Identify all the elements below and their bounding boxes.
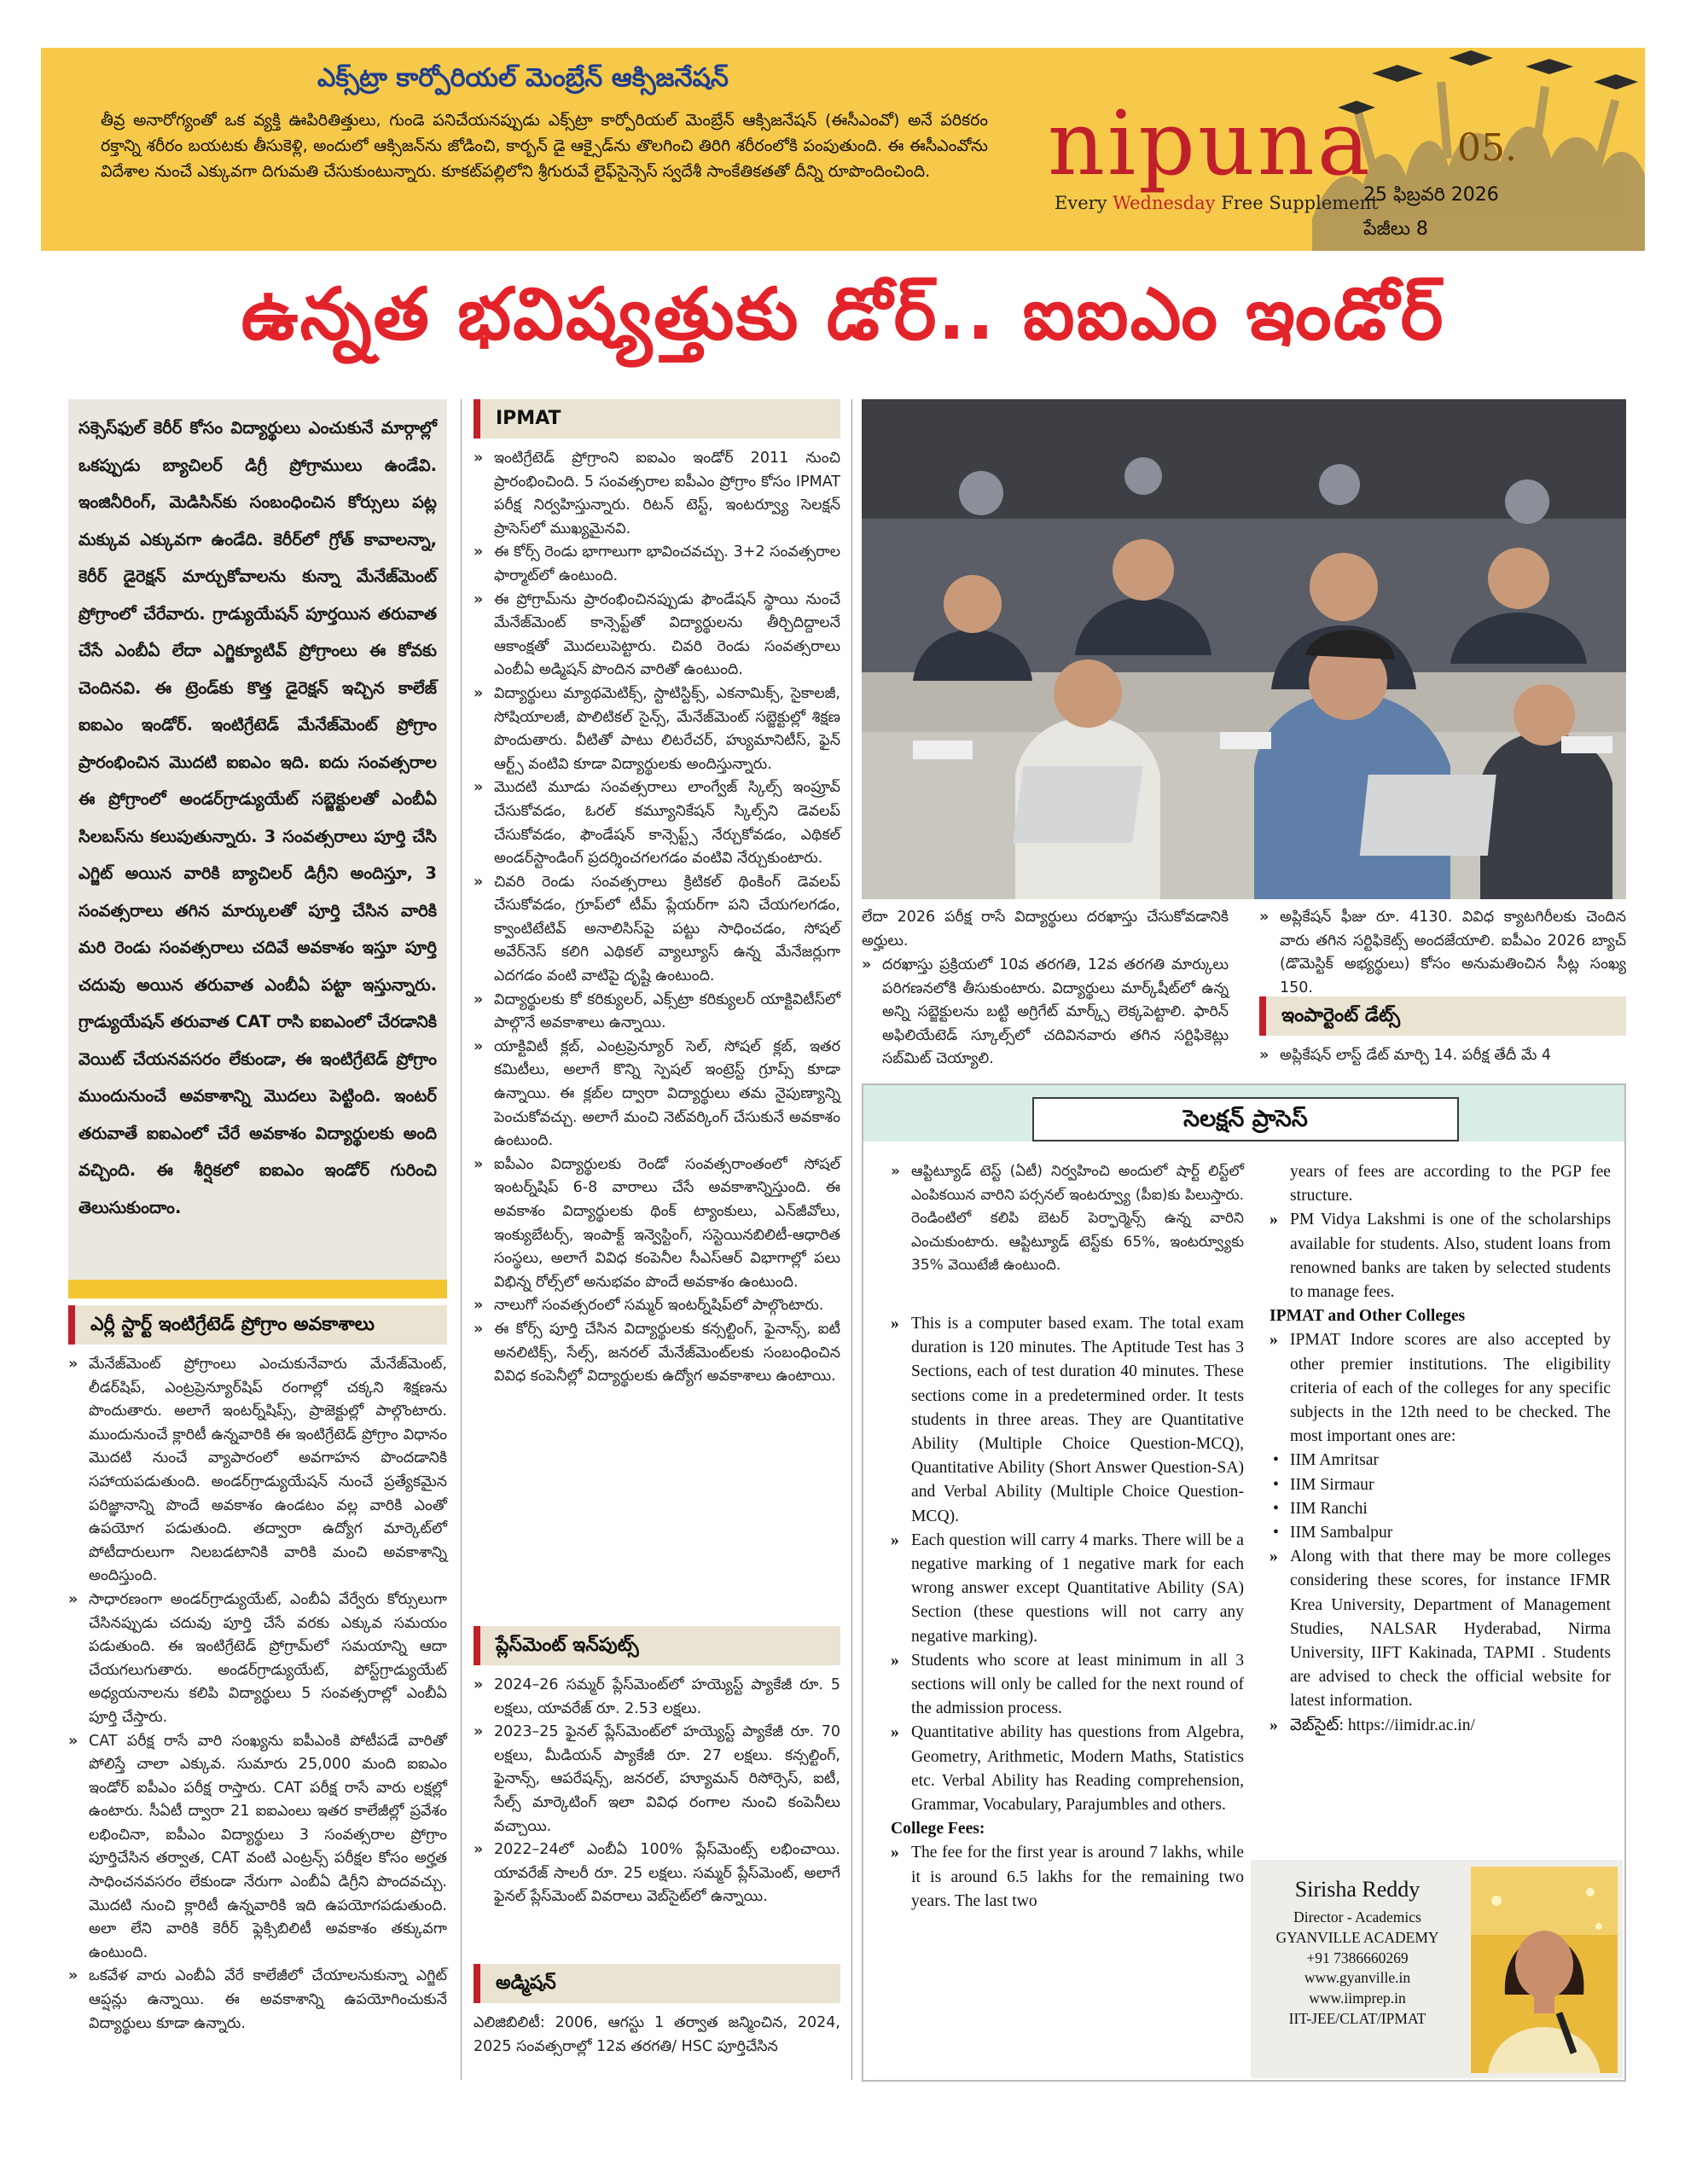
- issue-number: 05.: [1457, 126, 1517, 170]
- selection-right-column: [1270, 1160, 1611, 1738]
- main-headline: ఉన్నత భవిష్యత్తుకు డోర్.. ఐఐఎం ఇండోర్: [241, 272, 1445, 356]
- brand-block: [1014, 48, 1645, 251]
- list-item: » ఈ ప్రోగ్రామ్‌ను ప్రారంభించినప్పుడు ఫౌండేషన్ స్థాయి నుంచే మేనేజ్‌మెంట్ కాన్సెప్ట్‌తో విద్యార్థులను తీర్చిదిద్దాలనే ఆకాంక్షతో మొదలుపెట్టారు. చివరి రెండు సంవత్సరాలు ఎంబీఏ అడ్మిషన్ పొందిన వారితో ఉంటుంది.: [474, 589, 840, 682]
- placements-heading: ప్లేస్‌మెంట్ ఇన్‌పుట్స్: [474, 1626, 840, 1665]
- college-item: • IIM Sirmaur: [1270, 1473, 1611, 1497]
- list-item: » దరఖాస్తు ప్రక్రియలో 10వ తరగతి, 12వ తరగతి మార్కులు పరిగణనలోకి తీసుకుంటారు. విద్యార్థులు మార్క్‌షీట్‌లో ఉన్న అన్ని సబ్జెక్టులను బట్టి అగ్రిగేట్ మార్క్స్ లెక్కపెట్టాలి. ఫారిన్ అఫిలియేటెడ్ స్కూల్స్‌లో చదివినవారు తగిన సర్టిఫికెట్లు సబ్‌మిట్ చెయ్యాలి.: [862, 954, 1229, 1072]
- list-item: » CAT పరీక్ష రాసే వారి సంఖ్యను ఐపీఎంకి పోటీపడే వారితో పోలిస్తే చాలా ఎక్కువ. సుమారు 25,000 మంది ఐఐఎం ఇండోర్ ఐపీఎం పరీక్ష రాస్తారు. CAT పరీక్ష రాసే వారు లక్షల్లో ఉంటారు. సీఏటీ ద్వారా 21 ఐఐఎంలు ఇతర కాలేజీల్లో ప్రవేశం లభించినా, ఐపీఎం విద్యార్థులు 3 సంవత్సరాల ప్రోగ్రాం పూర్తిచేసిన తర్వాత, CAT వంటి ఎంట్రన్స్ పరీక్షల కోసం అర్హత సాధించనవసరం లేకుండా నేరుగా ఎంబీఏ డిగ్రీని పొందవచ్చు. మొదటి నుంచి క్లారిటీ ఉన్నవారికి ఇది ఉపయోగపడుతుంది. అలా లేని వారికి కెరీర్ ఫ్లెక్సిబిలిటీ అవకాశం తక్కువగా ఉంటుంది.: [68, 1730, 447, 1966]
- list-item: » ఆప్టిట్యూడ్ టెస్ట్ (ఏటీ) నిర్వహించి అందులో షార్ట్ లిస్ట్‌లో ఎంపికయిన వారిని పర్సనల్ ఇంటర్వ్యూ (పీఐ)కు పిలుస్తారు. రెండింటిలో కలిపి బెటర్ పెర్ఫార్మెన్స్ ఉన్న వారిని ఎంచుకుంటారు. ఆప్టిట్యూడ్ టెస్ట్‌కు 65%, ఇంటర్వ్యూకు 35% వెయిటేజీ ఉంటుంది.: [891, 1160, 1244, 1278]
- college-item: • IIM Sambalpur: [1270, 1521, 1611, 1545]
- classroom-photo: [862, 399, 1626, 899]
- list-item: » నాలుగో సంవత్సరంలో సమ్మర్ ఇంటర్న్‌షిప్‌లో పాల్గొంటారు.: [474, 1294, 840, 1318]
- author-phone: +91 7386660269: [1306, 1949, 1409, 1966]
- author-exams: IIT-JEE/CLAT/IPMAT: [1288, 2009, 1426, 2027]
- column-rule: [461, 399, 462, 2080]
- intro-divider: [68, 1280, 447, 1298]
- list-item: » Quantitative ability has questions from Algebra, Geometry, Arithmetic, Modern Maths, Statistics etc. Verbal Ability has Reading comprehension, Grammar, Vocabulary, Parajumbles and others.: [891, 1721, 1244, 1817]
- list-item: » ఒకవేళ వారు ఎంబీఏ వేరే కాలేజీలో చేయాలనుకున్నా ఎగ్జిట్ ఆప్షన్లు ఉన్నాయి. ఈ అవకాశాన్ని ఉపయోగించుకునే విద్యార్థులు కూడా ఉన్నారు.: [68, 1965, 447, 2036]
- tagline-day: Wednesday: [1113, 193, 1216, 213]
- college-item: • IIM Ranchi: [1270, 1497, 1611, 1521]
- website-line: » వెబ్‌సైట్: https://iimidr.ac.in/: [1270, 1714, 1611, 1738]
- admission-text: ఎలిజిబిలిటీ: 2006, ఆగస్టు 1 తర్వాత జన్మించిన, 2024, 2025 సంవత్సరాల్లో 12వ తరగతి/ HSC పూర్తిచేసిన: [474, 2014, 840, 2055]
- ipmat-heading: IPMAT: [474, 399, 840, 439]
- news-brief-body: తీవ్ర అనారోగ్యంతో ఒక వ్యక్తి ఊపిరితిత్తులు, గుండె పనిచేయనప్పుడు ఎక్స్‌ట్రా కార్పోరియల్ మెంబ్రేన్ ఆక్సిజనేషన్ (ఈసీఎంవో) అనే పరికరం రక్తాన్ని శరీరం బయటకు తీసుకెళ్లి, అందులో ఆక్సిజన్‌ను జోడించి, కార్బన్ డై ఆక్సైడ్‌ను తొలగించి తిరిగి శరీరంలోకి పంపుతుంది. ఈ ఈసీఎంవోను విదేశాల నుంచే ఎక్కువగా దిగుమతి చేసుకుంటున్నారు. కూకట్‌పల్లిలోని శ్రీగురువే లైఫ్‌సైన్సెస్ స్వదేశీ సాంకేతికతతో దీన్ని రూపొందించింది.: [101, 111, 988, 181]
- early-start-heading: ఎర్లీ స్టార్ట్ ఇంటిగ్రేటెడ్ ప్రోగ్రాం అవకాశాలు: [68, 1305, 447, 1345]
- list-item: » అప్లికేషన్ ఫీజు రూ. 4130. వివిధ క్యాటగిరీలకు చెందిన వారు తగిన సర్టిఫికెట్స్ అందజేయాలి. ఐపీఎం 2026 బ్యాచ్ (డొమెస్టిక్ అభ్యర్థులు) కోసం అనుమతించిన సీట్ల సంఖ్య 150.: [1259, 906, 1626, 1000]
- important-dates-list: [1259, 1044, 1626, 1068]
- list-item: » ఈ కోర్స్ రెండు భాగాలుగా భావించవచ్చు. 3+2 సంవత్సరాల ఫార్మాట్‌లో ఉంటుంది.: [474, 541, 840, 588]
- author-card: [1251, 1860, 1623, 2078]
- tagline-post: Free Supplement: [1215, 193, 1379, 213]
- masthead: [41, 48, 1645, 251]
- author-name: Sirisha Reddy: [1294, 1877, 1421, 1902]
- column-rule: [851, 399, 852, 2080]
- important-dates-heading: ఇంపార్టెంట్ డేట్స్: [1259, 996, 1626, 1036]
- list-item: » This is a computer based exam. The total exam duration is 120 minutes. The Aptitude Test has 3 Sections, each of test duration 40 minutes. These sections come in a predetermined order. It tests students in three areas. They are Quantitative Ability (Multiple Choice Question-MCQ), Quantitative Ability (Short Answer Question-SA) and Verbal Ability (Multiple Choice Question-MCQ).: [891, 1312, 1244, 1529]
- fees-continued: years of fees are according to the PGP fee structure.: [1290, 1163, 1611, 1205]
- list-item: » చివరి రెండు సంవత్సరాలు క్రిటికల్ థింకింగ్ డెవలప్ చేసుకోవడం, గ్రూప్‌లో టీమ్ ప్లేయర్‌గా పని చేయగలగడం, క్వాంటిటేటివ్ అనాలిసిస్‌పై పట్టు సాధించడం, సోషల్ అవేర్‌నెస్ కలిగి ఎథికల్ వ్యాల్యూస్ ఉన్న మేనేజర్లుగా ఎదగడం వంటి వాటిపై దృష్టి ఉంటుంది.: [474, 871, 840, 989]
- list-item: » 2023–25 ఫైనల్ ప్లేస్‌మెంట్‌లో హయ్యెస్ట్ ప్యాకేజీ రూ. 70 లక్షలు, మీడియన్ ప్యాకేజీ రూ. 27 లక్షలు. కన్సల్టింగ్, ఫైనాన్స్, ఆపరేషన్స్, జనరల్, హ్యూమన్ రిసోర్సెస్, ఐటీ, సేల్స్ మార్కెటింగ్ ఇలా వివిధ రంగాల నుంచి కంపెనీలు వచ్చాయి.: [474, 1721, 840, 1838]
- list-item: » విద్యార్థులకు కో కరిక్యులర్, ఎక్స్‌ట్రా కరిక్యులర్ యాక్టివిటీస్‌లో పాల్గొనే అవకాశాలు ఉన్నాయి.: [474, 989, 840, 1036]
- issue-pages: పేజీలు 8: [1363, 218, 1428, 240]
- list-item: » ఐపీఎం విద్యార్థులకు రెండో సంవత్సరాంతంలో సోషల్ ఇంటర్న్‌షిప్ 6-8 వారాలు చేసే అవకాశాన్నిస్తుంది. ఈ అవకాశం విద్యార్థులకు థింక్ ట్యాంకులు, ఎన్‌జీవోలు, ఇంక్యుబేటర్స్, ఇంపాక్ట్ ఇన్వెస్టింగ్, సస్టెయినబిలిటీ-ఆధారిత సంస్థలు, అలాగే వివిధ కంపెనీల సీఎస్‌ఆర్ విభాగాల్లో పలు విభిన్న రోల్స్‌లో అనుభవం పొందే అవకాశం ఉంటుంది.: [474, 1153, 840, 1295]
- selection-process-heading: సెలక్షన్ ప్రాసెస్: [1032, 1097, 1459, 1141]
- issue-date: 25 ఫిబ్రవరి 2026: [1363, 184, 1499, 206]
- admission-details-list: [862, 954, 1229, 1072]
- college-fees-heading: College Fees:: [891, 1820, 985, 1838]
- author-photo: [1471, 1867, 1618, 2073]
- college-item: • IIM Amritsar: [1270, 1449, 1611, 1472]
- list-item: » ఇంటిగ్రేటెడ్ ప్రోగ్రాంని ఐఐఎం ఇండోర్ 2011 నుంచి ప్రారంభించింది. 5 సంవత్సరాల ఐపీఎం ప్రోగ్రాం కోసం IPMAT పరీక్ష నిర్వహిస్తున్నారు. రిటన్ టెస్ట్, ఇంటర్వ్యూ సెలక్షన్ ప్రాసెస్‌లో ముఖ్యమైనవి.: [474, 447, 840, 541]
- list-item: » అప్లికేషన్ లాస్ట్ డేట్ మార్చి 14. పరీక్ష తేదీ మే 4: [1259, 1044, 1626, 1068]
- list-item: » ఈ కోర్స్ పూర్తి చేసిన విద్యార్థులకు కన్సల్టింగ్, ఫైనాన్స్, ఐటీ అనలిటిక్స్, సేల్స్, జనరల్ మేనేజ్‌మెంట్‌లకు సంబంధించిన వివిధ కంపెనీల్లో విద్యార్థులకు ఉద్యోగ అవకాశాలు ఉంటాయి.: [474, 1318, 840, 1389]
- list-item: » మేనేజ్‌మెంట్ ప్రోగ్రాంలు ఎంచుకునేవారు మేనేజ్‌మెంట్, లీడర్‌షిప్, ఎంట్రప్రెన్యూర్‌షిప్ రంగాల్లో చక్కని శిక్షణను పొందుతారు. అలాగే ఇంటర్న్‌షిప్స్, ప్రాజెక్టుల్లో పాల్గొంటారు. ముందునుంచే క్లారిటీ ఉన్నవారికి ఈ ఇంటిగ్రేటెడ్ ప్రోగ్రాం విధానం మొదటి నుంచే వ్యాపారంలో అవగాహన పొందడానికి సహాయపడుతుంది. అండర్‌గ్రాడ్యుయేషన్ నుంచే ప్రత్యేకమైన పరిజ్ఞానాన్ని పొందే అవకాశం ఉండటం వల్ల వారికి ఎంతో ఉపయోగ పడుతుంది. తద్వారా ఉద్యోగ మార్కెట్‌లో పోటీదారులుగా నిలబడటానికి వారికి మంచి అవకాశాన్ని అందిస్తుంది.: [68, 1353, 447, 1589]
- early-start-list: [68, 1353, 447, 2036]
- author-org: GYANVILLE ACADEMY: [1275, 1928, 1439, 1946]
- author-website: www.iimprep.in: [1309, 1989, 1406, 2007]
- author-website: www.gyanville.in: [1304, 1969, 1411, 1987]
- author-role: Director - Academics: [1293, 1908, 1421, 1926]
- list-item: » PM Vidya Lakshmi is one of the scholarships available for students. Also, student loans from renowned banks are taken by selected students to manage fees.: [1270, 1208, 1611, 1304]
- intro-text: సక్సెస్‌ఫుల్ కెరీర్ కోసం విద్యార్థులు ఎంచుకునే మార్గాల్లో ఒకప్పుడు బ్యాచిలర్ డిగ్రీ ప్రోగ్రాములు ఉండేవి. ఇంజినీరింగ్, మెడిసిన్‌కు సంబంధించిన కోర్సులు పట్ల మక్కువ ఎక్కువగా ఉండేది. కెరీర్‌లో గ్రోత్ కావాలన్నా, కెరీర్ డైరెక్షన్ మార్చుకోవాలను కున్నా మేనేజ్‌మెంట్ ప్రోగ్రాంలో చేరేవారు. గ్రాడ్యుయేషన్ పూర్తయిన తరువాత చేసే ఎంబీఏ లేదా ఎగ్జిక్యూటివ్ ప్రోగ్రాంలు ఈ కోవకు చెందినవి. ఈ ట్రెండ్‌కు కొత్త డైరెక్షన్ ఇచ్చిన కాలేజ్ ఐఐఎం ఇండోర్. ఇంటిగ్రేటెడ్ మేనేజ్‌మెంట్ ప్రోగ్రాం ప్రారంభించిన మొదటి ఐఐఎం ఇది. ఐదు సంవత్సరాల ఈ ప్రోగ్రాంలో అండర్‌గ్రాడ్యుయేట్ సబ్జెక్టులతో ఎంబీఏ సిలబస్‌ను కలుపుతున్నారు. 3 సంవత్సరాలు పూర్తి చేసి ఎగ్జిట్ అయిన వారికి బ్యాచిలర్ డిగ్రీని అందిస్తూ, 3 సంవత్సరాలు తగిన మార్కులతో పూర్తి చేసిన వారికి మరి రెండు సంవత్సరాలు చదివే అవకాశం ఇస్తూ పూర్తి చదువు అయిన తరువాత ఎంబీఏ పట్టా ఇస్తున్నారు. గ్రాడ్యుయేషన్ తరువాత CAT రాసి ఐఐఎంలో చేరడానికి వెయిట్ చేయనవసరం లేకుండా, ఈ ఇంటిగ్రేటెడ్ ప్రోగ్రాం ముందునుంచే అవకాశాన్ని మొదలు పెట్టింది. ఇంటర్ తరువాతే ఐఐఎంలో చేరే అవకాశం విద్యార్థులకు అంది వచ్చింది. ఈ శీర్షికలో ఐఐఎం ఇండోర్ గురించి తెలుసుకుందాం.: [78, 418, 437, 1217]
- placements-list: [474, 1674, 840, 1909]
- list-item: » 2024–26 సమ్మర్ ప్లేస్‌మెంట్‌లో హయ్యెస్ట్ ప్యాకేజీ రూ. 5 లక్షలు, యావరేజ్ రూ. 2.53 లక్షలు.: [474, 1674, 840, 1721]
- ipmat-list: [474, 447, 840, 1389]
- list-item: » The fee for the first year is around 7 lakhs, while it is around 6.5 lakhs for the remaining two years. The last two: [891, 1841, 1244, 1914]
- tagline: [1055, 193, 1379, 213]
- list-item: » Each question will carry 4 marks. There will be a negative marking of 1 negative mark for each wrong answer except Quantitative Ability (SA) Section (these questions will not carry any negative marking).: [891, 1529, 1244, 1649]
- other-colleges-heading: IPMAT and Other Colleges: [1270, 1307, 1466, 1326]
- admission-continued: లేదా 2026 పరీక్ష రాసే విద్యార్థులు దరఖాస్తు చేసుకోవడానికి అర్హులు.: [862, 909, 1229, 950]
- news-brief: [41, 48, 1005, 251]
- list-item: » Students who score at least minimum in all 3 sections will only be called for the next round of the admission process.: [891, 1649, 1244, 1722]
- selection-telugu-list: [891, 1160, 1244, 1278]
- application-fee-list: [1259, 906, 1626, 1000]
- admission-heading: అడ్మిషన్: [474, 1964, 840, 2003]
- selection-english-list: [891, 1312, 1244, 1914]
- news-brief-title: ఎక్స్‌ట్రా కార్పోరియల్ మెంబ్రేన్ ఆక్సిజనేషన్: [317, 63, 729, 93]
- list-item: » 2022–24లో ఎంబీఏ 100% ప్లేస్‌మెంట్స్ లభించాయి. యావరేజ్ సాలరీ రూ. 25 లక్షలు. సమ్మర్ ప్లేస్‌మెంట్, అలాగే ఫైనల్ ప్లేస్‌మెంట్ వివరాలు వెబ్‌సైట్‌లో ఉన్నాయి.: [474, 1838, 840, 1909]
- list-item: » IPMAT Indore scores are also accepted by other premier institutions. The eligibility criteria of each of the colleges for any specific subjects in the 12th need to be checked. The most important ones are:: [1270, 1328, 1611, 1449]
- list-item: » మొదటి మూడు సంవత్సరాలు లాంగ్వేజ్ స్కిల్స్ ఇంప్రూవ్ చేసుకోవడం, ఓరల్ కమ్యూనికేషన్ స్కిల్స్‌ని డెవలప్ చేసుకోవడం, ఫౌండేషన్ కాన్సెప్ట్స్ నేర్చుకోవడం, ఎథికల్ అండర్‌స్టాండింగ్ ప్రదర్శించగలగడం వంటివి నేర్చుకుంటారు.: [474, 776, 840, 870]
- list-item: » సాధారణంగా అండర్‌గ్రాడ్యుయేట్, ఎంబీఏ వేర్వేరు కోర్సులుగా చేసినప్పుడు చదువు పూర్తి చేసే వరకు ఎక్కువ సమయం పడుతుంది. ఈ ఇంటిగ్రేటెడ్ ప్రోగ్రామ్‌లో సమయాన్ని ఆదా చేయగలుగుతారు. అండర్‌గ్రాడ్యుయేట్, పోస్ట్‌గ్రాడ్యుయేట్ అధ్యయనాలను కలిపి విద్యార్థులు 5 సంవత్సరాల్లో ఎంబీఏ పూర్తి చేస్తారు.: [68, 1589, 447, 1730]
- list-item: » యాక్టివిటీ క్లబ్, ఎంట్రప్రెన్యూర్ సెల్, సోషల్ క్లబ్, ఇతర కమిటీలు, అలాగే కొన్ని స్పెషల్ ఇంట్రెస్ట్ గ్రూప్స్ కూడా ఉన్నాయి. ఈ క్లబ్‌ల ద్వారా విద్యార్థులు తమ నైపుణ్యాన్ని పెంచుకోవచ్చు. అలాగే మంచి నెట్‌వర్కింగ్ చేసుకునే అవకాశం ఉంటుంది.: [474, 1036, 840, 1153]
- author-details: [1251, 1875, 1464, 2030]
- nipuna-logo: nipuna: [1048, 91, 1373, 195]
- list-item: » విద్యార్థులు మ్యాథమెటిక్స్, స్టాటిస్టిక్స్, ఎకనామిక్స్, సైకాలజీ, సోషియాలజీ, పొలిటికల్ సైన్స్, మేనేజ్‌మెంట్ సబ్జెక్టుల్లో శిక్షణ పొందుతారు. వీటితో పాటు లిటరేచర్, హ్యుమానిటీస్, ఫైన్ ఆర్ట్స్ వంటివి కూడా విద్యార్థులకు అందిస్తున్నారు.: [474, 682, 840, 776]
- intro-box: [68, 399, 447, 1280]
- list-item: » Along with that there may be more colleges considering these scores, for instance IFMR Krea University, Department of Management Studies, NALSAR Hyderabad, Nirma University, IIFT Kakinada, TAPMI . Students are advised to check the official website for latest information.: [1270, 1545, 1611, 1713]
- tagline-pre: Every: [1055, 193, 1113, 213]
